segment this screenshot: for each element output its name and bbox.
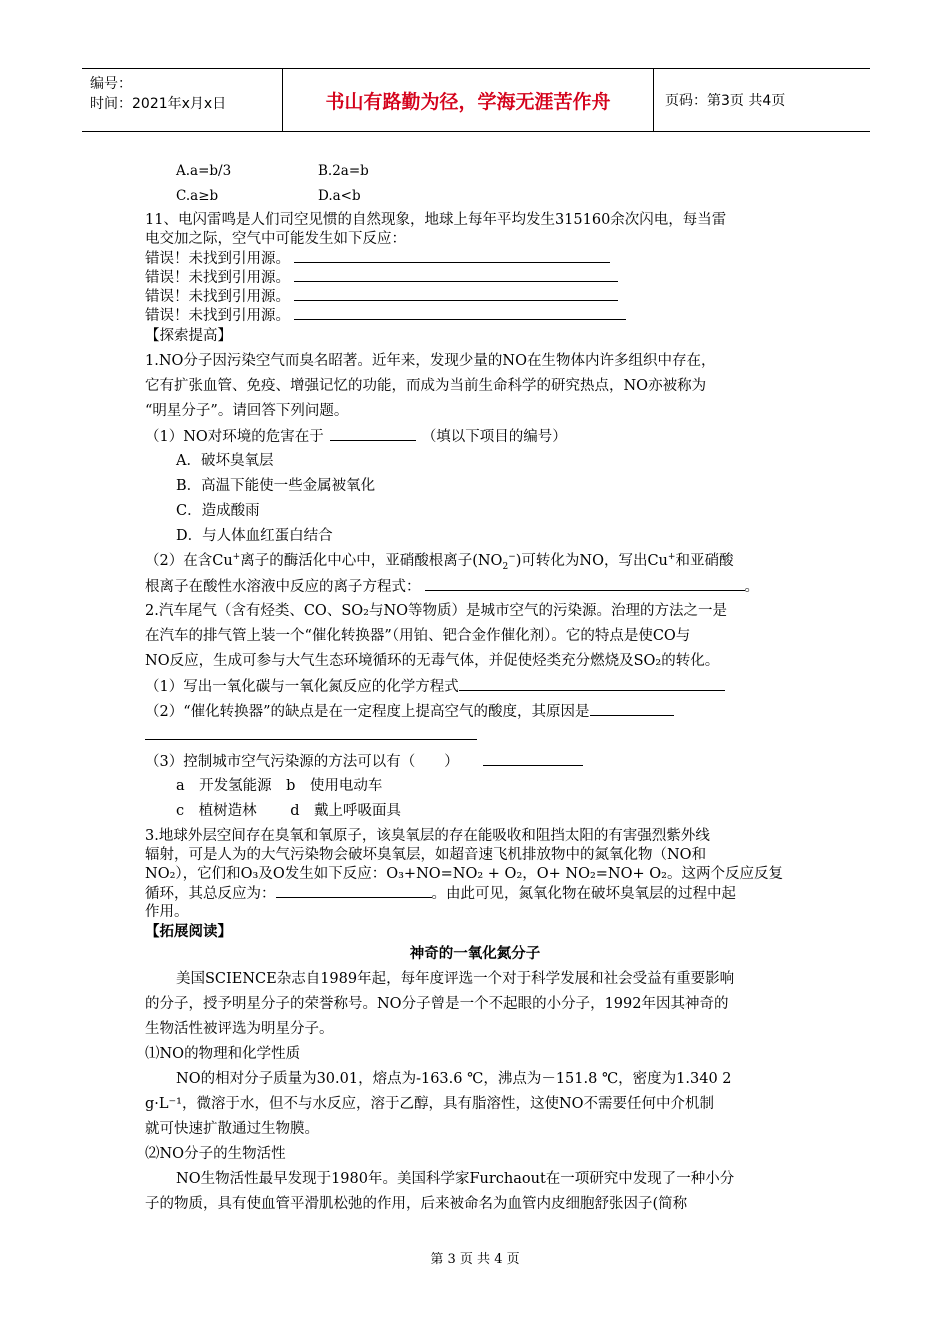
header-meta [82, 69, 282, 131]
q1-opt-c: C．造成酸雨 [176, 503, 260, 519]
q2-3-options-ab: a 开发氢能源 b 使用电动车 [176, 778, 383, 794]
q1-line3: “明星分子”。请回答下列问题。 [145, 403, 349, 419]
answer-blank[interactable] [294, 267, 618, 282]
reading-title: 神奇的一氧化氮分子 [409, 946, 541, 962]
page-header [82, 68, 870, 132]
section-1-heading: ⑴NO的物理和化学性质 [145, 1046, 301, 1062]
number-label: 编号： [90, 76, 132, 92]
q11-line2: 电交加之际，空气中可能发生如下反应： [145, 231, 406, 247]
q2-2: （2）“催化转换器”的缺点是在一定程度上提高空气的酸度，其原因是 [145, 701, 674, 722]
answer-blank[interactable] [276, 883, 432, 898]
p1-line3: 生物活性被评选为明星分子。 [145, 1021, 334, 1037]
q2-line1: 2.汽车尾气（含有烃类、CO、SO₂与NO等物质）是城市空气的污染源。治理的方法之一是 [145, 603, 728, 619]
q1-line2: 它有扩张血管、免疫、增强记忆的功能，而成为当前生命科学的研究热点，NO亦被称为 [145, 378, 707, 394]
q2-line2: 在汽车的排气管上装一个“催化转换器”（用铂、钯合金作催化剂）。它的特点是使CO与 [145, 628, 691, 644]
q2-3-options-cd: c 植树造林 d 戴上呼吸面具 [176, 803, 402, 819]
q11-ref-2: 错误！未找到引用源。 [145, 267, 618, 288]
answer-blank[interactable] [483, 751, 583, 766]
q11-line1: 11、电闪雷鸣是人们司空见惯的自然现象，地球上每年平均发生315160余次闪电，每当雷 [145, 212, 727, 228]
time-label: 时间：2021年x月x日 [90, 96, 227, 112]
p3-line2: 子的物质，具有使血管平滑肌松弛的作用，后来被命名为血管内皮细胞舒张因子(简称 [145, 1196, 688, 1212]
q11-ref-3: 错误！未找到引用源。 [145, 286, 618, 307]
option-b: B.2a=b [318, 163, 369, 179]
q11-ref-4: 错误！未找到引用源。 [145, 305, 626, 326]
answer-blank[interactable] [425, 576, 745, 591]
q1-2-line2: 根离子在酸性水溶液中反应的离子方程式： 。 [145, 576, 759, 597]
p3-line1: NO生物活性最早发现于1980年。美国科学家Furchaout在一项研究中发现了一种小分 [176, 1171, 735, 1187]
answer-blank[interactable] [330, 426, 416, 441]
p1-line1: 美国SCIENCE杂志自1989年起，每年度评选一个对于科学发展和社会受益有重要影响 [176, 971, 735, 987]
q3-line1: 3.地球外层空间存在臭氧和氧原子，该臭氧层的存在能吸收和阻挡太阳的有害强烈紫外线 [145, 828, 710, 844]
answer-blank[interactable] [294, 248, 610, 263]
option-c: C.a≥b [176, 188, 219, 204]
q1-line1: 1.NO分子因污染空气而臭名昭著。近年来，发现少量的NO在生物体内许多组织中存在， [145, 353, 716, 369]
explore-heading: 【探索提高】 [145, 328, 232, 344]
q1-opt-b: B．高温下能使一些金属被氧化 [176, 478, 376, 494]
answer-blank[interactable] [145, 739, 477, 740]
section-2-heading: ⑵NO分子的生物活性 [145, 1146, 286, 1162]
p2-line3: 就可快速扩散通过生物膜。 [145, 1121, 319, 1137]
q2-3: （3）控制城市空气污染源的方法可以有（ ） [145, 751, 583, 772]
motto: 书山有路勤为径，学海无涯苦作舟 [282, 69, 654, 131]
q2-line3: NO反应，生成可参与大气生态环境循环的无毒气体，并促使烃类充分燃烧及SO₂的转化。 [145, 653, 720, 669]
q11-ref-1: 错误！未找到引用源。 [145, 248, 610, 269]
p1-line2: 的分子，授予明星分子的荣誉称号。NO分子曾是一个不起眼的小分子，1992年因其神奇的 [145, 996, 729, 1012]
q1-opt-d: D．与人体血红蛋白结合 [176, 528, 333, 544]
q1-1: （1）NO对环境的危害在于 （填以下项目的编号） [145, 426, 567, 447]
p2-line1: NO的相对分子质量为30.01，熔点为-163.6 ℃，沸点为－151.8 ℃，密度为1.340 2 [176, 1071, 732, 1087]
option-a: A.a=b/3 [176, 163, 232, 179]
page-footer: 第 3 页 共 4 页 [430, 1252, 520, 1267]
q3-line5: 作用。 [145, 904, 189, 920]
p2-line2: g·L⁻¹，微溶于水，但不与水反应，溶于乙醇，具有脂溶性，这使NO不需要任何中介机制 [145, 1096, 715, 1112]
q1-2-line1: （2）在含Cu+离子的酶活化中心中，亚硝酸根离子$(NO_2^-)$可转化为NO，写出Cu+和亚硝酸 [145, 552, 734, 572]
answer-blank[interactable] [294, 286, 618, 301]
answer-blank[interactable] [590, 701, 674, 716]
q2-1: （1）写出一氧化碳与一氧化氮反应的化学方程式 [145, 676, 725, 697]
q1-opt-a: A．破坏臭氧层 [176, 453, 274, 469]
q3-line2: 辐射，可是人为的大气污染物会破坏臭氧层，如超音速飞机排放物中的氮氧化物（NO和 [145, 847, 707, 863]
answer-blank[interactable] [294, 305, 626, 320]
reading-heading: 【拓展阅读】 [145, 924, 232, 940]
option-d: D.a<b [318, 188, 361, 204]
q3-line3: NO₂），它们和O₃及O发生如下反应：O₃+NO=NO₂ + O₂，O+ NO₂=NO+ O₂。这两个反应反复 [145, 866, 783, 882]
page-indicator: 页码：第3页 共4页 [665, 93, 786, 109]
q3-line4: 循环，其总反应为： 。由此可见，氮氧化物在破坏臭氧层的过程中起 [145, 883, 736, 904]
answer-blank[interactable] [459, 676, 725, 691]
